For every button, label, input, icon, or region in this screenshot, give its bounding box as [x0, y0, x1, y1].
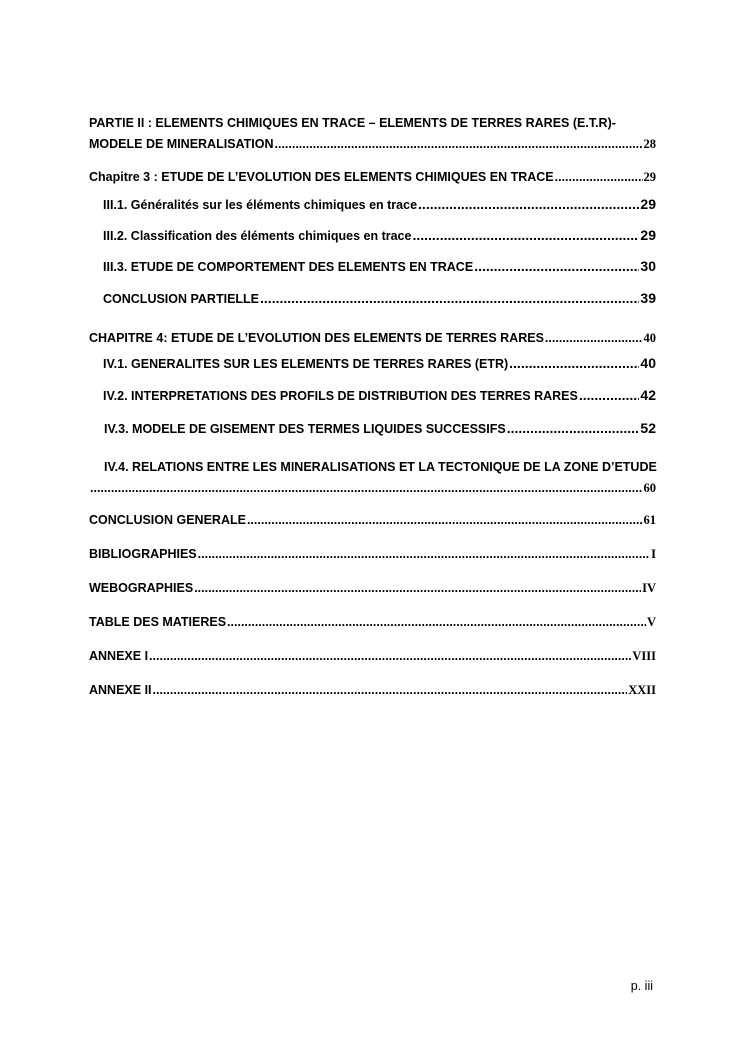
toc-entry-label: ANNEXE II	[89, 683, 152, 697]
toc-entry-page: 40	[643, 331, 656, 345]
toc-entry-webographies[interactable]	[89, 581, 656, 596]
toc-partie2-title-line1: PARTIE II : ELEMENTS CHIMIQUES EN TRACE – ELEMENTS DE TERRES RARES (E.T.R)-	[89, 116, 616, 130]
toc-entry-page: VIII	[632, 649, 656, 663]
toc-entry-label: III.2. Classification des éléments chimiques en trace	[103, 229, 412, 243]
leader-dots	[198, 547, 650, 561]
toc-entry-label: TABLE DES MATIERES	[89, 615, 227, 629]
toc-entry-iv1[interactable]	[103, 355, 656, 371]
toc-entry-annexe-1[interactable]	[89, 649, 656, 664]
toc-entry-page: 29	[640, 196, 656, 212]
toc-entry-page: 29	[643, 170, 656, 184]
toc-entry-page: 60	[643, 481, 656, 495]
leader-dots	[260, 290, 639, 306]
leader-dots	[555, 170, 643, 184]
toc-entry-annexe-2[interactable]	[89, 683, 656, 698]
toc-entry-chapitre4[interactable]	[89, 331, 656, 346]
page-number: p. iii	[630, 979, 653, 993]
toc-entry-iv3[interactable]	[104, 420, 656, 436]
toc-entry-page: XXII	[628, 683, 656, 697]
toc-entry-page: 52	[640, 420, 656, 436]
leader-dots	[412, 227, 639, 243]
toc-entry-conclusion-partielle[interactable]	[103, 290, 656, 306]
toc-entry-label: ANNEXE I	[89, 649, 149, 663]
toc-entry-bibliographies[interactable]	[89, 547, 656, 562]
leader-dots	[579, 387, 640, 403]
toc-entry-label: IV.2. INTERPRETATIONS DES PROFILS DE DISTRIBUTION DES TERRES RARES	[103, 389, 578, 403]
leader-dots	[545, 331, 643, 345]
toc-entry-conclusion-generale[interactable]	[89, 513, 656, 528]
toc-entry-page: 42	[640, 387, 656, 403]
toc-entry-iv4[interactable]	[89, 481, 656, 496]
toc-entry-chapitre3[interactable]	[89, 170, 656, 185]
toc-entry-page: 40	[640, 355, 656, 371]
leader-dots	[247, 513, 643, 527]
toc-entry-iii3[interactable]	[103, 258, 656, 274]
toc-entry-label: IV.1. GENERALITES SUR LES ELEMENTS DE TERRES RARES (ETR)	[103, 357, 509, 371]
toc-entry-page: 29	[640, 227, 656, 243]
toc-entry-label: III.3. ETUDE DE COMPORTEMENT DES ELEMENTS EN TRACE	[103, 260, 474, 274]
leader-dots	[509, 355, 639, 371]
toc-entry-iv2[interactable]	[103, 387, 656, 403]
toc-entry-partie2[interactable]	[89, 137, 656, 152]
toc-entry-page: 61	[643, 513, 656, 527]
leader-dots	[153, 683, 628, 697]
toc-entry-label: BIBLIOGRAPHIES	[89, 547, 197, 561]
toc-entry-label: IV.3. MODELE DE GISEMENT DES TERMES LIQUIDES SUCCESSIFS	[104, 422, 506, 436]
toc-entry-page: V	[646, 615, 656, 629]
toc-entry-iii2[interactable]	[103, 227, 656, 243]
toc-entry-iii1[interactable]	[103, 196, 656, 212]
toc-entry-page: 30	[640, 258, 656, 274]
toc-entry-label: CONCLUSION PARTIELLE	[103, 292, 260, 306]
leader-dots	[194, 581, 641, 595]
toc-entry-label: III.1. Généralités sur les éléments chimiques en trace	[103, 198, 418, 212]
leader-dots	[275, 137, 643, 151]
toc-entry-page: 39	[640, 290, 656, 306]
leader-dots	[149, 649, 631, 663]
leader-dots	[227, 615, 646, 629]
toc-entry-label: MODELE DE MINERALISATION	[89, 137, 274, 151]
toc-entry-table-des-matieres[interactable]	[89, 615, 656, 630]
toc-entry-label: CONCLUSION GENERALE	[89, 513, 246, 527]
toc-entry-label: CHAPITRE 4: ETUDE DE L’EVOLUTION DES ELEMENTS DE TERRES RARES	[89, 331, 544, 345]
toc-iv4-title-line1: IV.4. RELATIONS ENTRE LES MINERALISATIONS ET LA TECTONIQUE DE LA ZONE D’ETUDE	[104, 460, 657, 474]
leader-dots	[418, 196, 639, 212]
toc-entry-page: IV	[642, 581, 656, 595]
leader-dots	[90, 481, 643, 495]
leader-dots	[474, 258, 639, 274]
toc-entry-page: 28	[643, 137, 656, 151]
toc-entry-label: WEBOGRAPHIES	[89, 581, 194, 595]
toc-entry-label: Chapitre 3 : ETUDE DE L’EVOLUTION DES ELEMENTS CHIMIQUES EN TRACE	[89, 170, 554, 184]
leader-dots	[507, 420, 640, 436]
toc-entry-page: I	[651, 547, 656, 561]
